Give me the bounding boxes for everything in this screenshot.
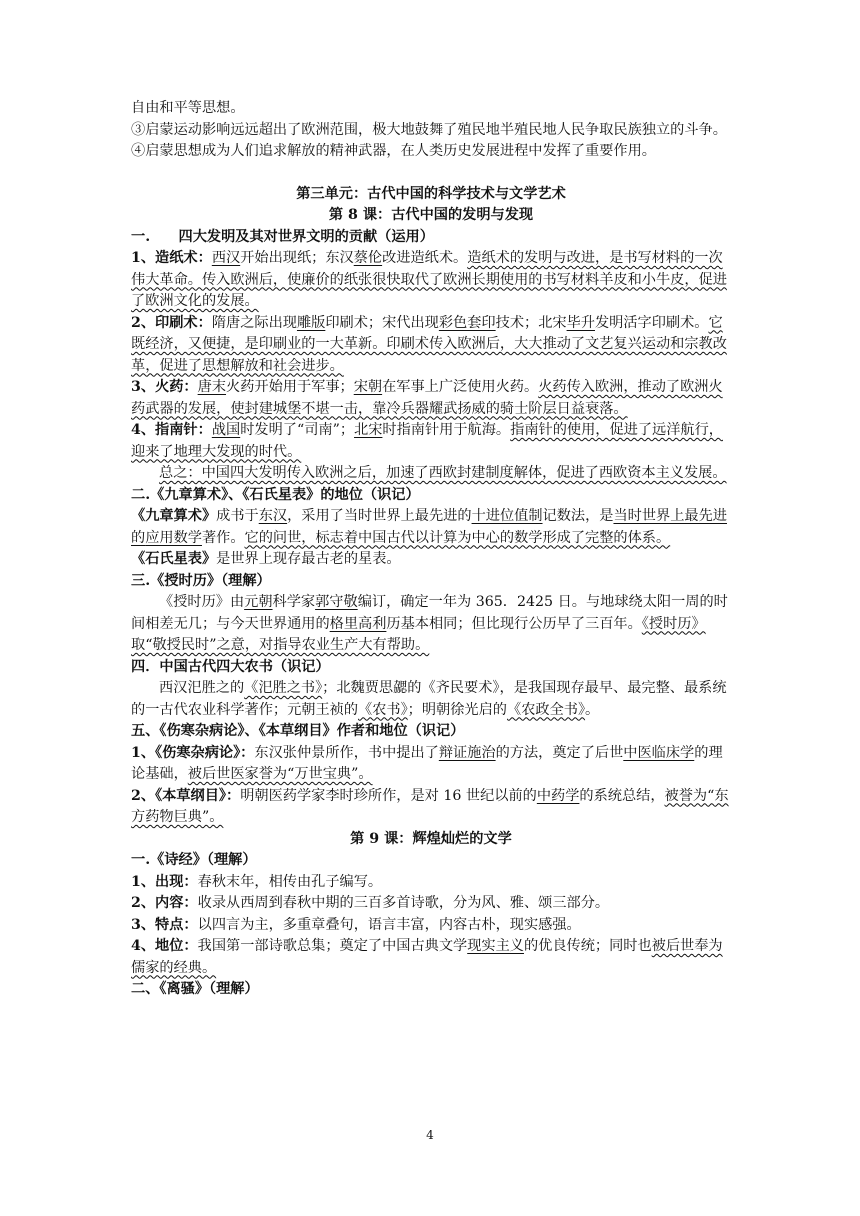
- section1-heading: 一. 四大发明及其对世界文明的贡献（运用）: [131, 228, 434, 245]
- emphasis: 被后世奉为儒家的经典。: [131, 938, 723, 976]
- text: 春秋末年，相传由孔子编写。: [197, 873, 383, 890]
- text: 改进造纸术。: [382, 250, 468, 266]
- text: 编订，确定一年为 365．2425 日。与地球绕太阳一周的时间相差无几；与今天世界通用的: [131, 594, 728, 632]
- text: 火药开始用于军事；: [226, 379, 354, 395]
- item-label: 1、出现：: [131, 873, 198, 890]
- text: 时指南针用于航海。: [382, 422, 511, 438]
- term: 西汉: [211, 250, 241, 266]
- shijing-heading: 一.《诗经》（理解）: [131, 852, 257, 868]
- lisao-heading: 二、《离骚》（理解）: [131, 981, 259, 997]
- text: 的理论基础，: [131, 744, 723, 782]
- text: 隋唐之际出现: [211, 314, 297, 331]
- emphasis: 它的问世，标志着中国古代以计算为中心的数学形成了完整的体系。: [244, 529, 671, 546]
- term: 元朝: [244, 594, 273, 610]
- text: 的优良传统；同时也: [523, 938, 652, 954]
- text: 著作。: [201, 529, 245, 546]
- term: 辩证施治: [438, 744, 496, 761]
- bencao-paragraph: [131, 786, 731, 829]
- text: 收录从西周到春秋中期的三百多首诗歌，分为风、雅、颂三部分。: [197, 895, 610, 911]
- emphasis: 《农政全书》: [507, 701, 586, 718]
- shishi-paragraph: [131, 549, 731, 571]
- paper-label: 1、造纸术：: [131, 250, 212, 266]
- section3-heading: 三.《授时历》（理解）: [131, 572, 271, 589]
- shijing-item-3: [131, 915, 731, 937]
- item-label: 2、内容：: [131, 895, 198, 911]
- print-paragraph: [131, 313, 731, 378]
- text: 我国第一部诗歌总集；奠定了中国古典文学: [197, 938, 468, 954]
- term: 现实主义: [467, 938, 524, 954]
- term: 中医临床学: [623, 744, 695, 761]
- section4-heading: 四．中国古代四大农书（识记）: [131, 658, 330, 675]
- item-label: 3、特点：: [131, 916, 198, 933]
- lesson8-title: 第 8 课：古代中国的发明与发现: [328, 207, 534, 223]
- emphasis: 《农书》: [358, 701, 408, 718]
- document-page: [131, 98, 731, 1001]
- emphasis: 指南针的使用，促进了远洋航行，迎来了地理大发现的时代。: [131, 422, 723, 460]
- lesson9-title: 第 9 课：辉煌灿烂的文学: [350, 830, 512, 847]
- intro-line-2: ③启蒙运动影响远远超出了欧洲范围，极大地鼓舞了殖民地半殖民地人民争取民族独立的斗争。: [131, 121, 727, 138]
- book-title: 《石氏星表》: [131, 551, 217, 567]
- shanghan-paragraph: [131, 743, 731, 786]
- term: 中药学: [536, 787, 580, 804]
- text: 。: [585, 701, 600, 718]
- shijing-item-1: [131, 872, 731, 894]
- book-label: 2、《本草纲目》：: [131, 787, 241, 804]
- text: 时发明了“司南”；: [240, 422, 355, 438]
- term: 毕升: [566, 314, 595, 331]
- text: 科学家: [272, 594, 316, 610]
- section5-heading: 五、《伤寒杂病论》、《本草纲目》作者和地位（识记）: [131, 723, 465, 739]
- emphasis: 总之：中国四大发明传入欧洲之后，加速了西欧封建制度解体，促进了西欧资本主义发展。: [159, 465, 727, 481]
- term: 蔡伦: [353, 250, 383, 266]
- intro-line-3: ④启蒙思想成为人们追求解放的精神武器，在人类历史发展进程中发挥了重要作用。: [131, 143, 656, 159]
- book-title: 《九章算术》: [131, 508, 217, 524]
- text: 西汉汜胜之的: [159, 680, 245, 696]
- unit-title: 第三单元：古代中国的科学技术与文学艺术: [296, 185, 566, 202]
- term: 当时世界上最先进的: [131, 508, 727, 546]
- text: 以四言为主，多重章叠句，语言丰富，内容古朴，现实感强。: [197, 916, 581, 933]
- item-label: 4、地位：: [131, 938, 198, 954]
- emphasis: 被后世医家誉为“万世宝典”。: [187, 766, 373, 782]
- book-label: 1、《伤寒杂病论》：: [131, 744, 255, 761]
- powder-label: 3、火药：: [131, 379, 198, 395]
- term: 彩色套印: [438, 314, 496, 331]
- powder-paragraph: [131, 377, 731, 420]
- term: 唐末: [197, 379, 227, 395]
- emphasis: 火药传入欧洲，推动了欧洲火药武器的发展，使封建城堡不堪一击，靠冷兵器耀武扬威的骑士阶层日益衰落。: [131, 379, 723, 417]
- text: 《授时历》由: [159, 594, 245, 610]
- text: 历基本相同；但比现行公历早了三百年。: [386, 615, 642, 632]
- text: ；明朝徐光启的: [407, 701, 507, 718]
- text: 在军事上广泛使用火药。: [382, 379, 539, 395]
- emphasis: 它既经济，又便捷，是印刷业的一大革新。印刷术传入欧洲后，大大推动了文艺复兴运动和宗教改革，促进了思想解放和社会进步。: [131, 314, 727, 374]
- shijing-item-4: [131, 936, 731, 979]
- paper-paragraph: [131, 248, 731, 313]
- text: 记数法，是: [542, 508, 614, 524]
- term: 格里高利: [329, 615, 387, 632]
- intro-line-1: 自由和平等思想。: [131, 100, 245, 116]
- emphasis: 《汜胜之书》: [244, 680, 323, 696]
- text: 技术；北宋: [495, 314, 567, 331]
- text: 的系统总结，: [579, 787, 665, 804]
- text: ；北魏贾思勰的《齐民要术》，是我国现存最早、最完整、最系统的一古代农业科学著作；元朝王祯的: [131, 680, 727, 718]
- text: 发明活字印刷术。: [594, 314, 709, 331]
- print-label: 2、印刷术：: [131, 314, 212, 331]
- term: 战国: [211, 422, 241, 438]
- emphasis: 《授时历》取“敬授民时”之意，对指导农业生产大有帮助。: [131, 615, 706, 653]
- shijing-item-2: [131, 893, 731, 915]
- summary-paragraph: [131, 463, 731, 485]
- term: 十进位值制: [471, 508, 543, 524]
- term: 北宋: [354, 422, 383, 438]
- text: ，采用了当时世界上最先进的: [287, 508, 472, 524]
- emphasis: 被誉为“东方药物巨典”。: [131, 787, 729, 825]
- compass-label: 4、指南针：: [131, 422, 212, 438]
- text: 开始出现纸；东汉: [240, 250, 354, 266]
- term: 宋朝: [353, 379, 383, 395]
- text: 的方法，奠定了后世: [495, 744, 624, 761]
- jiuzhang-paragraph: [131, 506, 731, 549]
- page-number: 4: [426, 1128, 434, 1142]
- text: 印刷术；宋代出现: [325, 314, 439, 331]
- term: 郭守敬: [315, 594, 358, 610]
- compass-paragraph: [131, 420, 731, 463]
- term: 东汉: [258, 508, 288, 524]
- text: 东汉张仲景所作，书中提出了: [254, 744, 439, 761]
- section2-heading: 二.《九章算术》、《石氏星表》的地位（识记）: [131, 486, 420, 503]
- shoushi-paragraph: [131, 592, 731, 657]
- text: 成书于: [216, 508, 259, 524]
- text: 是世界上现存最古老的星表。: [216, 551, 401, 567]
- text: 明朝医药学家李时珍所作，是对 16 世纪以前的: [240, 787, 537, 804]
- emphasis: 造纸术的发明与改进，是书写材料的一次伟大革命。传入欧洲后，使廉价的纸张很快取代了欧洲长期使用的书写材料羊皮和小牛皮，促进了欧洲文化的发展。: [131, 250, 727, 309]
- term: 应用数学: [145, 529, 202, 546]
- nongshu-paragraph: [131, 678, 731, 721]
- term: 雕版: [296, 314, 326, 331]
